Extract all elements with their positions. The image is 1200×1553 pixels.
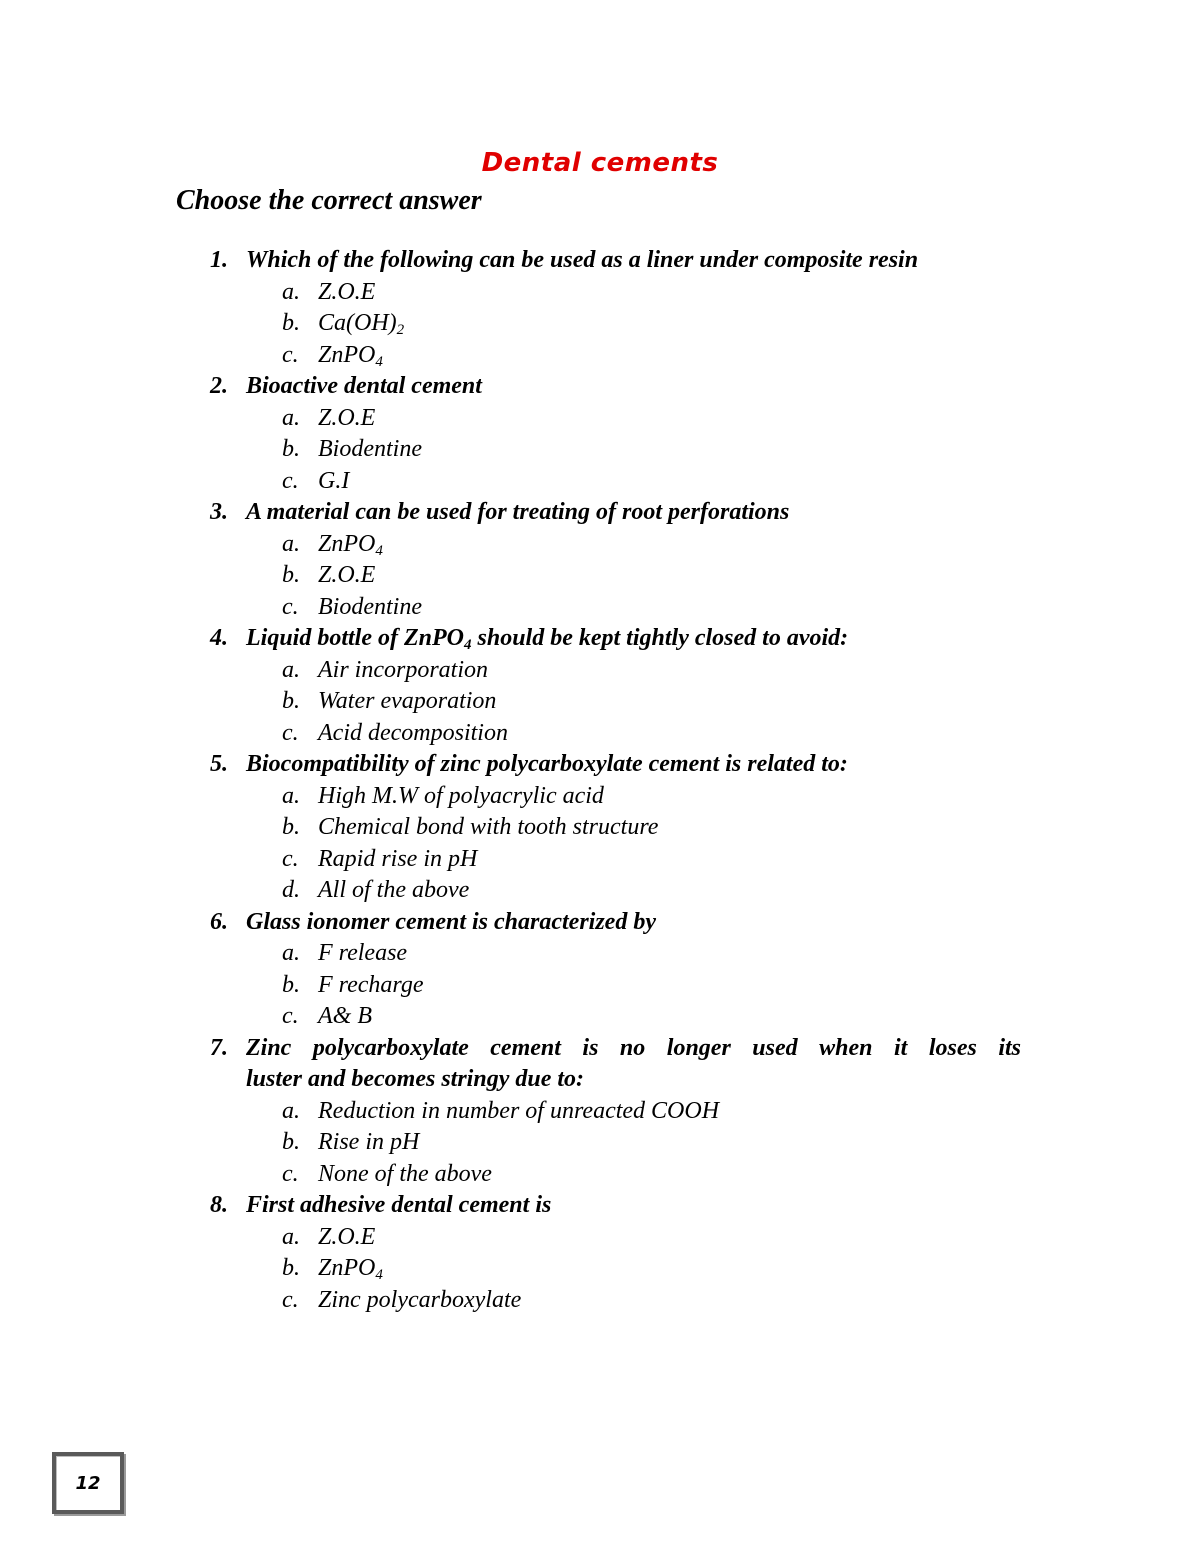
option-text: F release: [318, 940, 408, 966]
option-a: a. Z.O.E: [0, 277, 1200, 309]
option-c: c. Zinc polycarboxylate: [0, 1285, 1200, 1317]
question-8: [0, 1190, 1200, 1316]
option-b: b. Water evaporation: [0, 686, 1200, 718]
question-number: 2.: [210, 373, 228, 399]
page-number: 12: [75, 1472, 101, 1494]
instruction-heading: Choose the correct answer: [176, 185, 482, 216]
option-text: High M.W of polyacrylic acid: [318, 782, 604, 809]
option-c: c. A& B: [0, 1001, 1200, 1033]
option-c: c. Acid decomposition: [0, 718, 1200, 750]
option-text: Biodentine: [318, 436, 422, 462]
question-number: 7.: [210, 1034, 228, 1061]
question-text: Bioactive dental cement: [246, 373, 482, 399]
option-c: c. ZnPO$_4$: [282, 341, 383, 370]
question-4: [0, 623, 1200, 749]
question-number: 1.: [210, 247, 228, 273]
option-b: b. ZnPO$_4$: [282, 1255, 383, 1283]
question-text: First adhesive dental cement is: [246, 1192, 552, 1218]
option-a: a. High M.W of polyacrylic acid: [0, 781, 1200, 813]
question-text-continued: luster and becomes stringy due to:: [246, 1066, 585, 1092]
question-number: 4.: [210, 625, 228, 651]
option-text: All of the above: [318, 877, 470, 903]
question-number: 3.: [210, 499, 228, 525]
option-c: c. G.I: [0, 466, 1200, 498]
option-b: b. Z.O.E: [0, 560, 1200, 592]
page-title: Dental cements: [481, 148, 719, 178]
question-2: [0, 371, 1200, 497]
option-text: Rapid rise in pH: [318, 845, 478, 872]
option-text: G.I: [318, 467, 350, 494]
question-text: A material can be used for treating of root perforations: [246, 499, 790, 525]
question-text: Which of the following can be used as a liner under composite resin: [246, 247, 919, 273]
option-text: ZnPO$_4$: [318, 1255, 383, 1283]
option-text: Water evaporation: [318, 688, 497, 714]
option-text: Z.O.E: [318, 562, 376, 588]
question-5: [0, 749, 1200, 907]
question-text: Biocompatibility of zinc polycarboxylate cement is related to:: [246, 751, 848, 777]
question-number: 5.: [210, 751, 228, 777]
option-d: d. All of the above: [0, 875, 1200, 907]
option-text: Air incorporation: [318, 656, 489, 683]
option-text: Rise in pH: [318, 1129, 420, 1155]
option-text: A& B: [318, 1003, 372, 1029]
option-text: Zinc polycarboxylate: [318, 1286, 522, 1313]
option-b: b. Rise in pH: [0, 1127, 1200, 1159]
option-a: a. Z.O.E: [0, 403, 1200, 435]
option-text: $Ca(OH)_2$: [318, 310, 405, 338]
option-a: a. ZnPO$_4$: [282, 530, 383, 559]
option-c: c. None of the above: [0, 1159, 1200, 1191]
option-text: ZnPO$_4$: [318, 341, 383, 370]
question-6: [0, 907, 1200, 1033]
option-text: Chemical bond with tooth structure: [318, 814, 659, 840]
option-text: Z.O.E: [318, 278, 376, 305]
question-1: [0, 245, 1200, 371]
option-text: F recharge: [318, 971, 424, 998]
option-a: a. F release: [0, 938, 1200, 970]
option-b: b. F recharge: [0, 970, 1200, 1002]
question-list: [0, 245, 1200, 1316]
option-a: a. Air incorporation: [0, 655, 1200, 687]
question-number: 6.: [210, 908, 228, 935]
option-text: Z.O.E: [318, 404, 376, 431]
option-c: c. Biodentine: [0, 592, 1200, 624]
option-text: ZnPO$_4$: [318, 530, 383, 559]
question-7: [0, 1033, 1200, 1191]
option-text: Biodentine: [318, 593, 422, 620]
option-a: a. Z.O.E: [0, 1222, 1200, 1254]
option-b: b. Chemical bond with tooth structure: [0, 812, 1200, 844]
option-b: b. Biodentine: [0, 434, 1200, 466]
question-number: 8.: [210, 1192, 228, 1218]
option-text: Reduction in number of unreacted COOH: [318, 1097, 720, 1124]
option-c: c. Rapid rise in pH: [0, 844, 1200, 876]
option-text: Acid decomposition: [318, 719, 508, 746]
question-text: Zinc polycarboxylate cement is no longer used when it loses its: [246, 1034, 1021, 1061]
question-text: Liquid bottle of ZnPO$_4$ should be kept tightly closed to avoid:: [246, 625, 849, 653]
question-3: [0, 497, 1200, 623]
option-a: a. Reduction in number of unreacted COOH: [0, 1096, 1200, 1128]
question-text: Glass ionomer cement is characterized by: [246, 908, 656, 935]
option-text: Z.O.E: [318, 1223, 376, 1250]
option-b: b. $Ca(OH)_2$: [282, 310, 405, 338]
option-text: None of the above: [318, 1160, 492, 1187]
page-number-box: [52, 1452, 124, 1514]
